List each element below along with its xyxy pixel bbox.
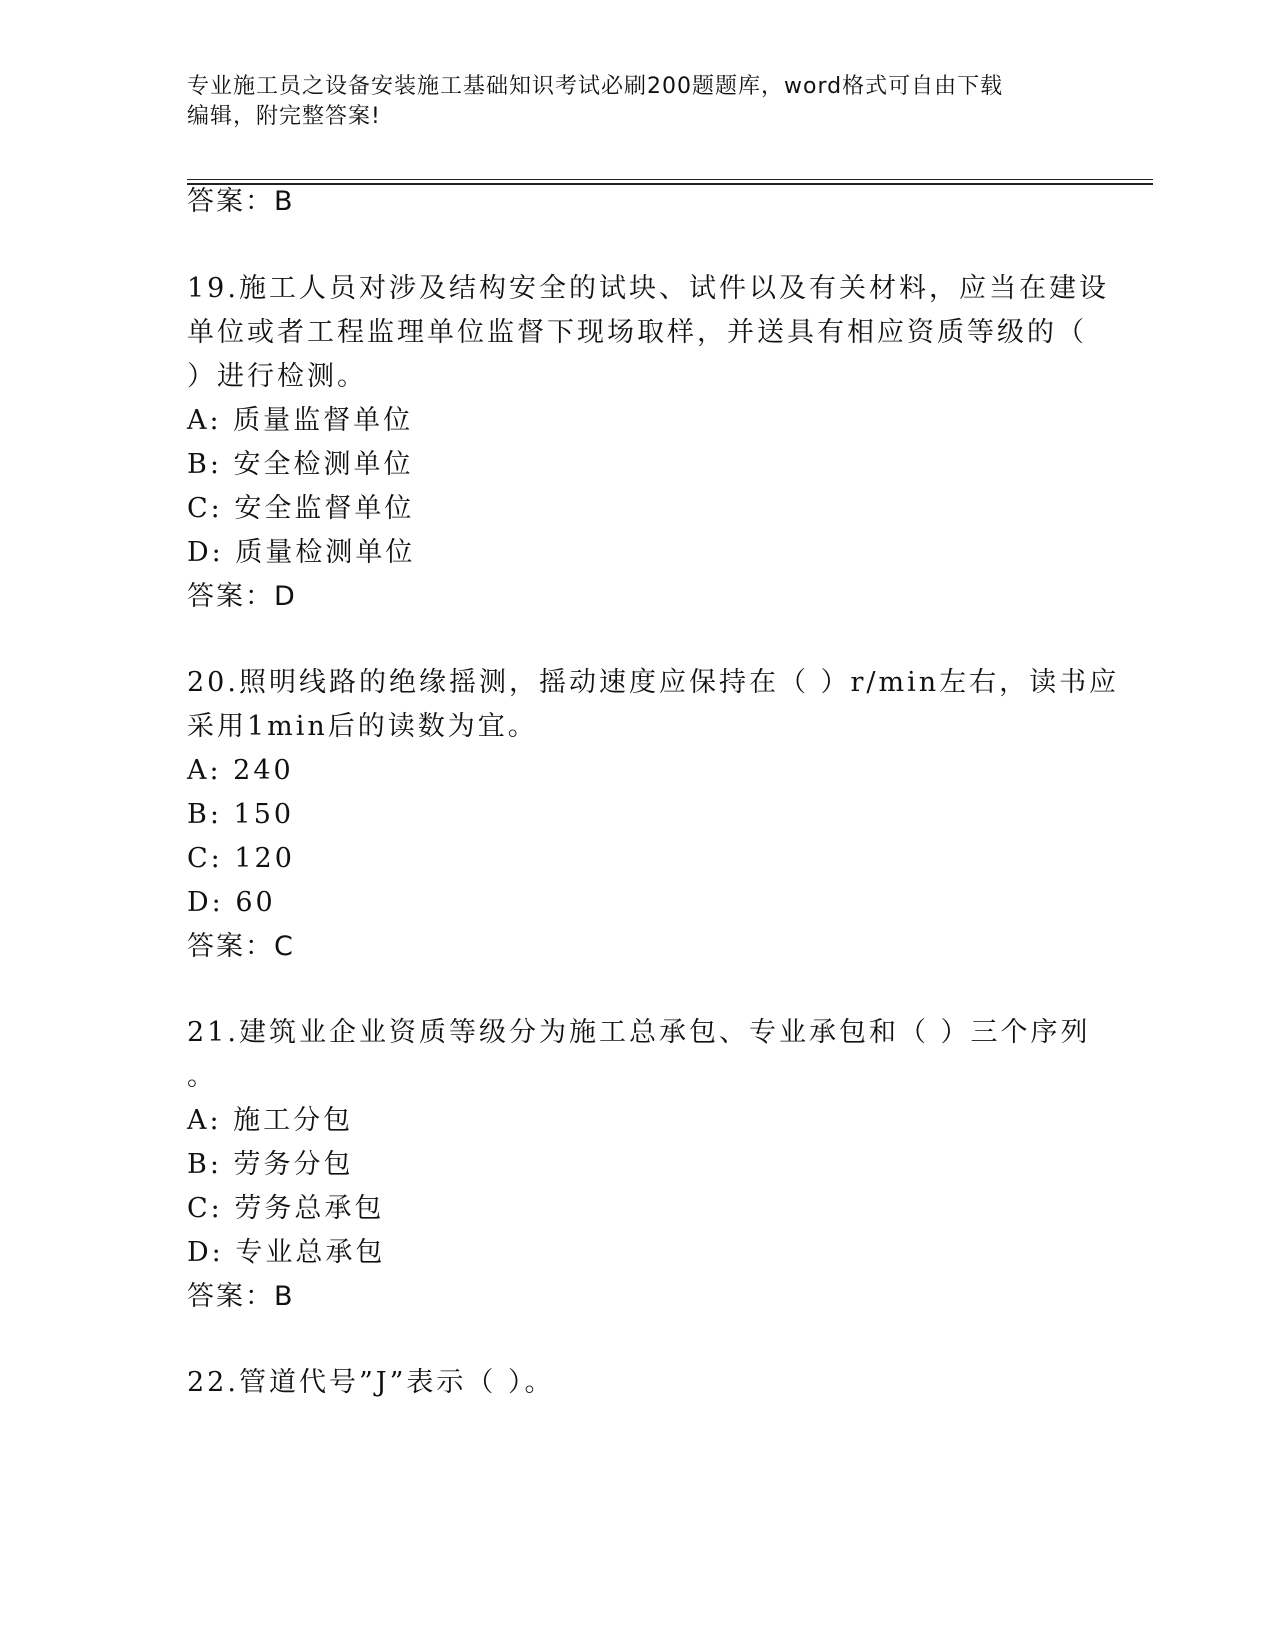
q21-option-b: B: 劳务分包: [187, 1149, 354, 1180]
q20-option-b: B: 150: [187, 799, 295, 830]
q19-option-d: D: 质量检测单位: [187, 537, 416, 568]
q21-text-line-1: 21.建筑业企业资质等级分为施工总承包、专业承包和（ ）三个序列: [187, 1017, 1091, 1048]
q20-option-d: D: 60: [187, 887, 276, 918]
q20-text-line-1: 20.照明线路的绝缘摇测，摇动速度应保持在（ ）r/min左右，读书应: [187, 667, 1120, 698]
q19-answer: 答案：D: [187, 581, 297, 612]
q20-option-a: A: 240: [187, 755, 294, 786]
q21-text-line-2: 。: [187, 1061, 217, 1092]
q22-text-line-1: 22.管道代号”J”表示（ ）。: [187, 1367, 555, 1398]
header-divider-top: [187, 179, 1153, 180]
q21-option-a: A: 施工分包: [187, 1105, 354, 1136]
q21-answer: 答案：B: [187, 1281, 295, 1312]
header-line-2: 编辑，附完整答案!: [187, 104, 381, 129]
q19-option-b: B: 安全检测单位: [187, 449, 414, 480]
q19-text-line-2: 单位或者工程监理单位监督下现场取样，并送具有相应资质等级的（: [187, 317, 1087, 348]
document-header: [187, 72, 1087, 132]
header-divider-bottom: [187, 183, 1153, 185]
q21-option-d: D: 专业总承包: [187, 1237, 386, 1268]
q21-option-c: C: 劳务总承包: [187, 1193, 385, 1224]
q19-text-line-3: ）进行检测。: [187, 361, 367, 392]
q20-option-c: C: 120: [187, 843, 295, 874]
q19-text-line-1: 19.施工人员对涉及结构安全的试块、试件以及有关材料，应当在建设: [187, 273, 1109, 304]
answer-previous: 答案：B: [187, 186, 295, 217]
q19-option-a: A: 质量监督单位: [187, 405, 414, 436]
q20-text-line-2: 采用1min后的读数为宜。: [187, 711, 538, 742]
q20-answer: 答案：C: [187, 931, 295, 962]
q19-option-c: C: 安全监督单位: [187, 493, 415, 524]
header-line-1: 专业施工员之设备安装施工基础知识考试必刷200题题库，word格式可自由下载: [187, 74, 1004, 99]
